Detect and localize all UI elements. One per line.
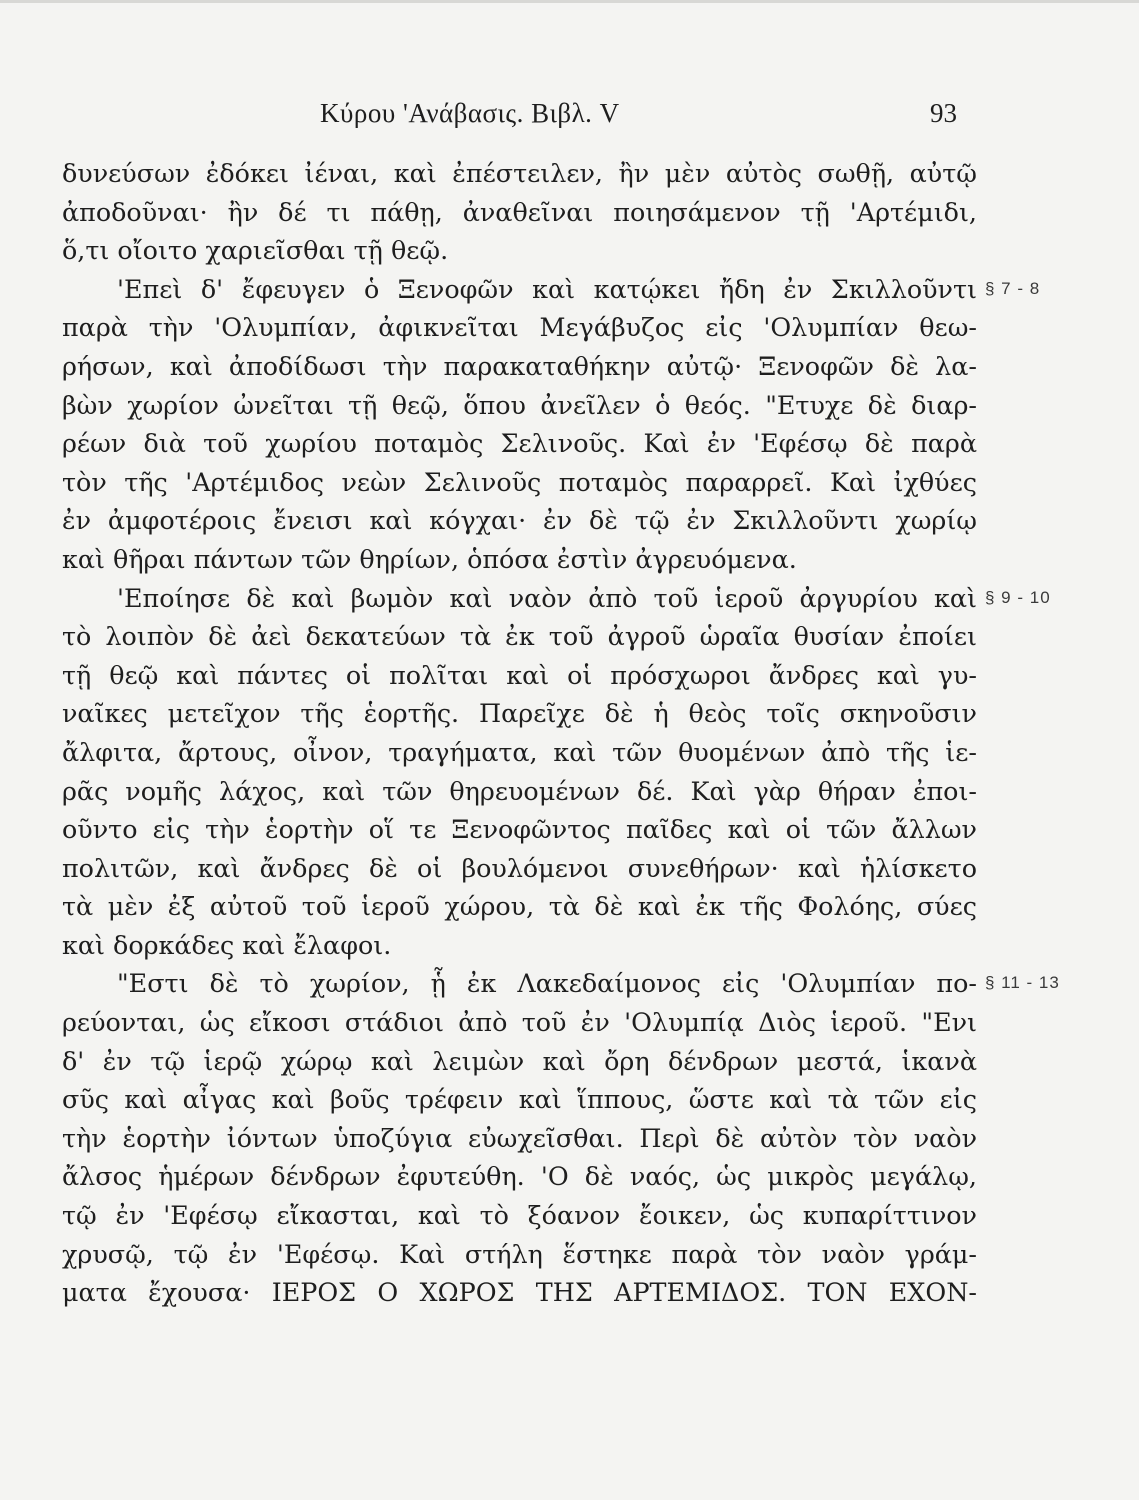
paragraph-first-line: 'Εποίησε δὲ καὶ βωμὸν καὶ ναὸν ἀπὸ τοῦ ἱεροῦ ἀργυρίου καὶ § 9 - 10	[62, 579, 977, 618]
text-line: δυνεύσων ἐδόκει ἰέναι, καὶ ἐπέστειλεν, ἢν μὲν αὐτὸς σωθῇ, αὐτῷ	[62, 158, 977, 188]
text-line: ρᾶς νομῆς λάχος, καὶ τῶν θηρευομένων δέ. Καὶ γὰρ θήραν ἐποι-	[62, 775, 977, 806]
text-line: οῦντο εἰς τὴν ἑορτὴν οἵ τε Ξενοφῶντος παῖδες καὶ οἱ τῶν ἄλλων	[62, 814, 977, 845]
text-line: ματα ἔχουσα· ΙΕΡΟΣ Ο ΧΩΡΟΣ ΤΗΣ ΑΡΤΕΜΙΔΟΣ. ΤΟΝ ΕΧΟΝ-	[62, 1277, 977, 1308]
text-line: ρέων διὰ τοῦ χωρίου ποταμὸς Σελινοῦς. Καὶ ἐν 'Εφέσῳ δὲ παρὰ	[62, 428, 977, 459]
page-header	[0, 98, 1139, 134]
text-line: τὸ λοιπὸν δὲ ἀεὶ δεκατεύων τὰ ἐκ τοῦ ἀγροῦ ὡραῖα θυσίαν ἐποίει	[62, 621, 977, 652]
text-line: δ' ἐν τῷ ἱερῷ χώρῳ καὶ λειμὼν καὶ ὄρη δένδρων μεστά, ἱκανὰ	[62, 1045, 977, 1076]
text-line: σῦς καὶ αἶγας καὶ βοῦς τρέφειν καὶ ἵππους, ὥστε καὶ τὰ τῶν εἰς	[62, 1084, 977, 1115]
text-line: ρήσων, καὶ ἀποδίδωσι τὴν παρακαταθήκην αὐτῷ· Ξενοφῶν δὲ λα-	[62, 350, 977, 381]
text-line: τὰ μὲν ἐξ αὐτοῦ τοῦ ἱεροῦ χώρου, τὰ δὲ καὶ ἐκ τῆς Φολόης, σύες	[62, 891, 977, 922]
text-line: τῇ θεῷ καὶ πάντες οἱ πολῖται καὶ οἱ πρόσχωροι ἄνδρες καὶ γυ-	[62, 659, 977, 690]
text-line: παρὰ τὴν 'Ολυμπίαν, ἀφικνεῖται Μεγάβυζος εἰς 'Ολυμπίαν θεω-	[62, 312, 977, 343]
page-number: 93	[930, 98, 957, 128]
text-line: καὶ δορκάδες καὶ ἔλαφοι.	[62, 929, 392, 960]
running-head: Κύρου 'Ανάβασις. Βιβλ. V	[320, 98, 620, 128]
paragraph-first-line: "Εστι δὲ τὸ χωρίον, ᾗ ἐκ Λακεδαίμονος εἰς 'Ολυμπίαν πο- § 11 - 13	[62, 964, 977, 1003]
text-line: ἄλσος ἡμέρων δένδρων ἐφυτεύθη. 'Ο δὲ ναός, ὡς μικρὸς μεγάλῳ,	[62, 1161, 977, 1192]
text-line: καὶ θῆραι πάντων τῶν θηρίων, ὁπόσα ἐστὶν ἀγρευόμενα.	[62, 543, 797, 574]
paragraph-first-line: 'Επεὶ δ' ἔφευγεν ὁ Ξενοφῶν καὶ κατῴκει ἤδη ἐν Σκιλλοῦντι § 7 - 8	[62, 270, 977, 309]
text-line: ὅ,τι οἴοιτο χαριεῖσθαι τῇ θεῷ.	[62, 235, 449, 266]
text-line: τῷ ἐν 'Εφέσῳ εἴκασται, καὶ τὸ ξόανον ἔοικεν, ὡς κυπαρίττινον	[62, 1200, 977, 1231]
text-line: ἀποδοῦναι· ἢν δέ τι πάθῃ, ἀναθεῖναι ποιησάμενον τῇ 'Αρτέμιδι,	[62, 196, 977, 227]
text-line: χρυσῷ, τῷ ἐν 'Εφέσῳ. Καὶ στήλη ἕστηκε παρὰ τὸν ναὸν γράμ-	[62, 1238, 977, 1269]
text-line: ρεύονται, ὡς εἴκοσι στάδιοι ἀπὸ τοῦ ἐν 'Ολυμπίᾳ Διὸς ἱεροῦ. "Ενι	[62, 1007, 977, 1038]
body-text	[62, 154, 1060, 1312]
text-line: ἐν ἀμφοτέροις ἔνεισι καὶ κόγχαι· ἐν δὲ τῷ ἐν Σκιλλοῦντι χωρίῳ	[62, 505, 977, 536]
text-line: τὸν τῆς 'Αρτέμιδος νεὼν Σελινοῦς ποταμὸς παραρρεῖ. Καὶ ἰχθύες	[62, 466, 977, 497]
section-marker: § 11 - 13	[985, 973, 1060, 993]
section-marker: § 7 - 8	[985, 278, 1041, 298]
text-line: ἄλφιτα, ἄρτους, οἶνον, τραγήματα, καὶ τῶν θυομένων ἀπὸ τῆς ἱε-	[62, 736, 977, 767]
text-line: βὼν χωρίον ὠνεῖται τῇ θεῷ, ὅπου ἀνεῖλεν ὁ θεός. "Ετυχε δὲ διαρ-	[62, 389, 977, 420]
section-marker: § 9 - 10	[985, 587, 1051, 607]
text-line: πολιτῶν, καὶ ἄνδρες δὲ οἱ βουλόμενοι συνεθήρων· καὶ ἡλίσκετο	[62, 852, 977, 883]
text-line: τὴν ἑορτὴν ἰόντων ὑποζύγια εὐωχεῖσθαι. Περὶ δὲ αὐτὸν τὸν ναὸν	[62, 1122, 977, 1153]
text-line: ναῖκες μετεῖχον τῆς ἑορτῆς. Παρεῖχε δὲ ἡ θεὸς τοῖς σκηνοῦσιν	[62, 698, 977, 729]
page-top-edge	[0, 0, 1139, 3]
